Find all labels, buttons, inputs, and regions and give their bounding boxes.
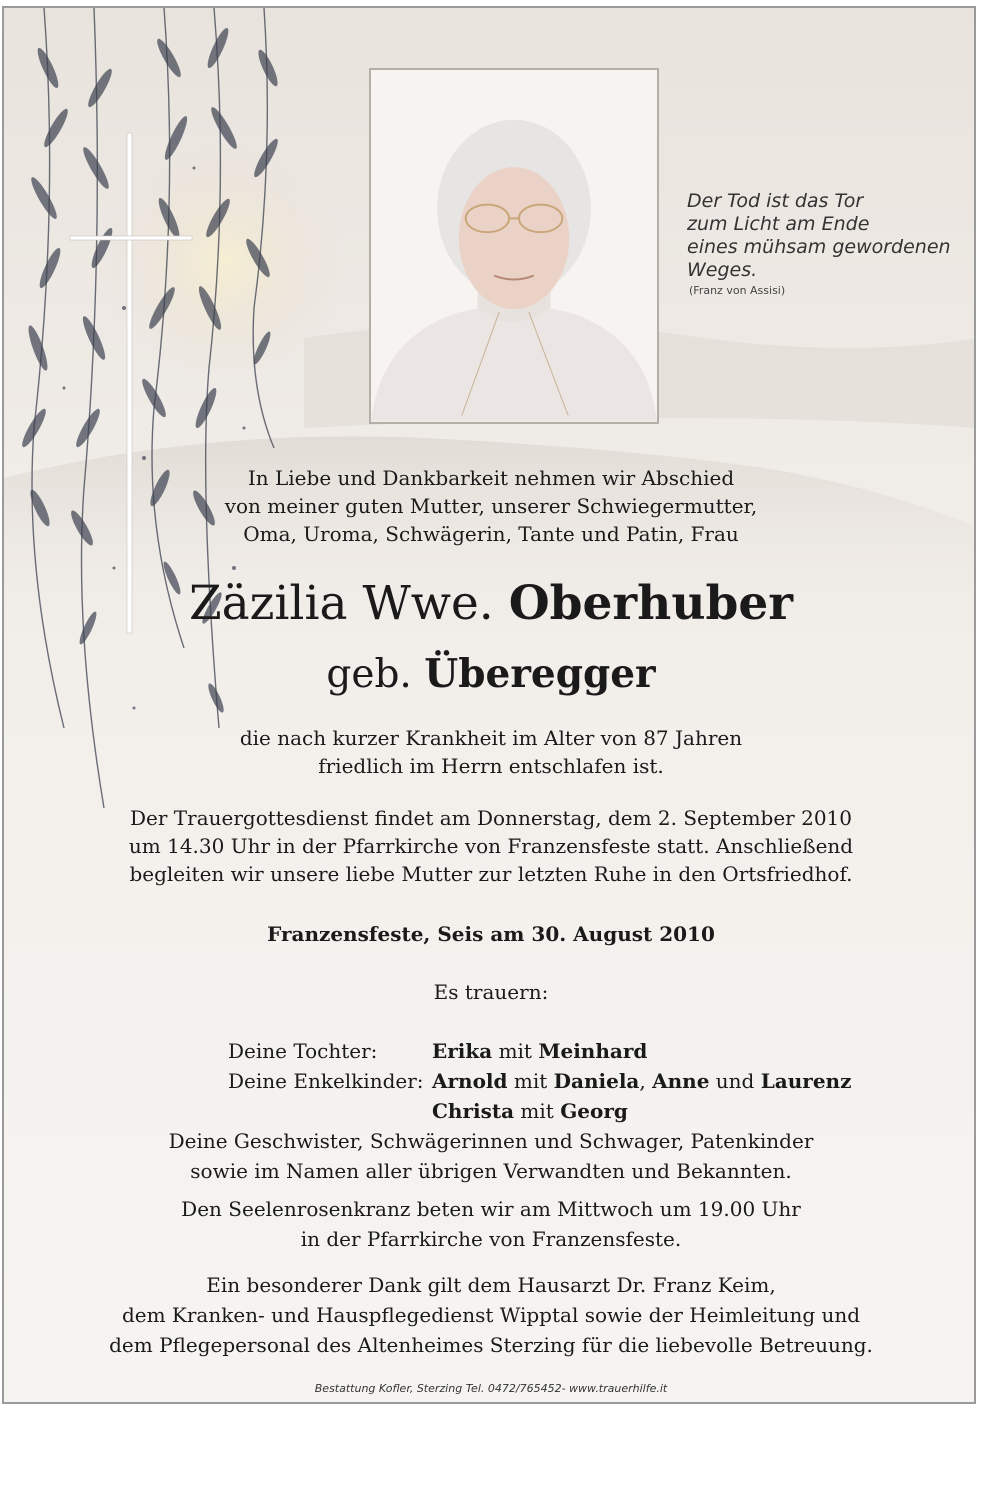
list-item (228, 1066, 851, 1096)
service-line: Der Trauergottesdienst findet am Donnerstag, dem 2. September 2010 (130, 806, 852, 830)
grandchildren-label: Deine Enkelkinder: (228, 1069, 424, 1093)
family-name: Daniela (553, 1069, 640, 1093)
quote-line: Der Tod ist das Tor (687, 190, 864, 212)
place-date: Franzensfeste, Seis am 30. August 2010 (267, 922, 715, 946)
daughter-names (432, 1036, 647, 1066)
birth-prefix: geb. (326, 652, 412, 697)
family-joiner: mit (520, 1099, 554, 1123)
mourners-heading: Es trauern: (433, 980, 549, 1004)
family-name: Arnold (432, 1069, 508, 1093)
quote (687, 190, 976, 300)
daughter-label: Deine Tochter: (228, 1039, 378, 1063)
others-line: sowie im Namen aller übrigen Verwandten und Bekannten. (190, 1159, 792, 1183)
cross-icon (70, 133, 192, 633)
service-line: um 14.30 Uhr in der Pfarrkirche von Franzensfeste statt. Anschließend (128, 834, 854, 858)
rosary-text (4, 1194, 976, 1254)
family-name: Christa (432, 1099, 515, 1123)
birth-surname: Überegger (424, 651, 656, 697)
quote-line: zum Licht am Ende (687, 213, 870, 235)
quote-line: Weges. (687, 259, 758, 281)
deceased-last-name: Oberhuber (508, 576, 794, 631)
spacer-label (228, 1096, 432, 1126)
thanks-text (4, 1270, 976, 1360)
family-name: Anne (652, 1069, 710, 1093)
intro-line: In Liebe und Dankbarkeit nehmen wir Abschied (247, 466, 735, 490)
thanks-line: dem Kranken- und Hauspflegedienst Wipptal sowie der Heimleitung und (121, 1303, 861, 1327)
service-line: begleiten wir unsere liebe Mutter zur letzten Ruhe in den Ortsfriedhof. (129, 862, 853, 886)
birth-name (4, 648, 976, 701)
family-joiner: und (715, 1069, 755, 1093)
passing-line: die nach kurzer Krankheit im Alter von 87 Jahren (239, 726, 743, 750)
family-name: Meinhard (538, 1039, 648, 1063)
grandchildren-names (432, 1066, 851, 1096)
other-mourners-text (4, 1126, 976, 1186)
passing-line: friedlich im Herrn entschlafen ist. (318, 754, 664, 778)
funeral-service-text (4, 804, 976, 888)
list-item (228, 1036, 851, 1066)
family-separator: , (639, 1069, 646, 1093)
passing-text (4, 724, 976, 780)
family-name: Georg (560, 1099, 628, 1123)
rosary-line: in der Pfarrkirche von Franzensfeste. (300, 1227, 682, 1251)
family-name: Laurenz (760, 1069, 852, 1093)
portrait-photo (369, 68, 659, 424)
deceased-name (4, 576, 976, 632)
footer-credit: Bestattung Kofler, Sterzing Tel. 0472/765452- www.trauerhilfe.it (314, 1382, 668, 1395)
family-joiner: mit (513, 1069, 548, 1093)
grandchildren-names (432, 1096, 628, 1126)
intro-line: von meiner guten Mutter, unserer Schwiegermutter, (224, 494, 758, 518)
quote-line: eines mühsam gewordenen (687, 236, 951, 258)
intro-line: Oma, Uroma, Schwägerin, Tante und Patin, Frau (243, 522, 739, 546)
deceased-first-name: Zäzilia Wwe. (188, 576, 494, 631)
list-item (228, 1096, 851, 1126)
family-joiner: mit (498, 1039, 532, 1063)
family-name: Erika (432, 1039, 493, 1063)
others-line: Deine Geschwister, Schwägerinnen und Schwager, Patenkinder (168, 1129, 814, 1153)
obituary-card (2, 6, 976, 1404)
thanks-line: Ein besonderer Dank gilt dem Hausarzt Dr. Franz Keim, (206, 1273, 776, 1297)
quote-source: (Franz von Assisi) (689, 284, 786, 297)
intro-text (4, 464, 976, 548)
family-list (228, 1036, 851, 1126)
rosary-line: Den Seelenrosenkranz beten wir am Mittwoch um 19.00 Uhr (181, 1197, 801, 1221)
thanks-line: dem Pflegepersonal des Altenheimes Sterzing für die liebevolle Betreuung. (109, 1333, 873, 1357)
